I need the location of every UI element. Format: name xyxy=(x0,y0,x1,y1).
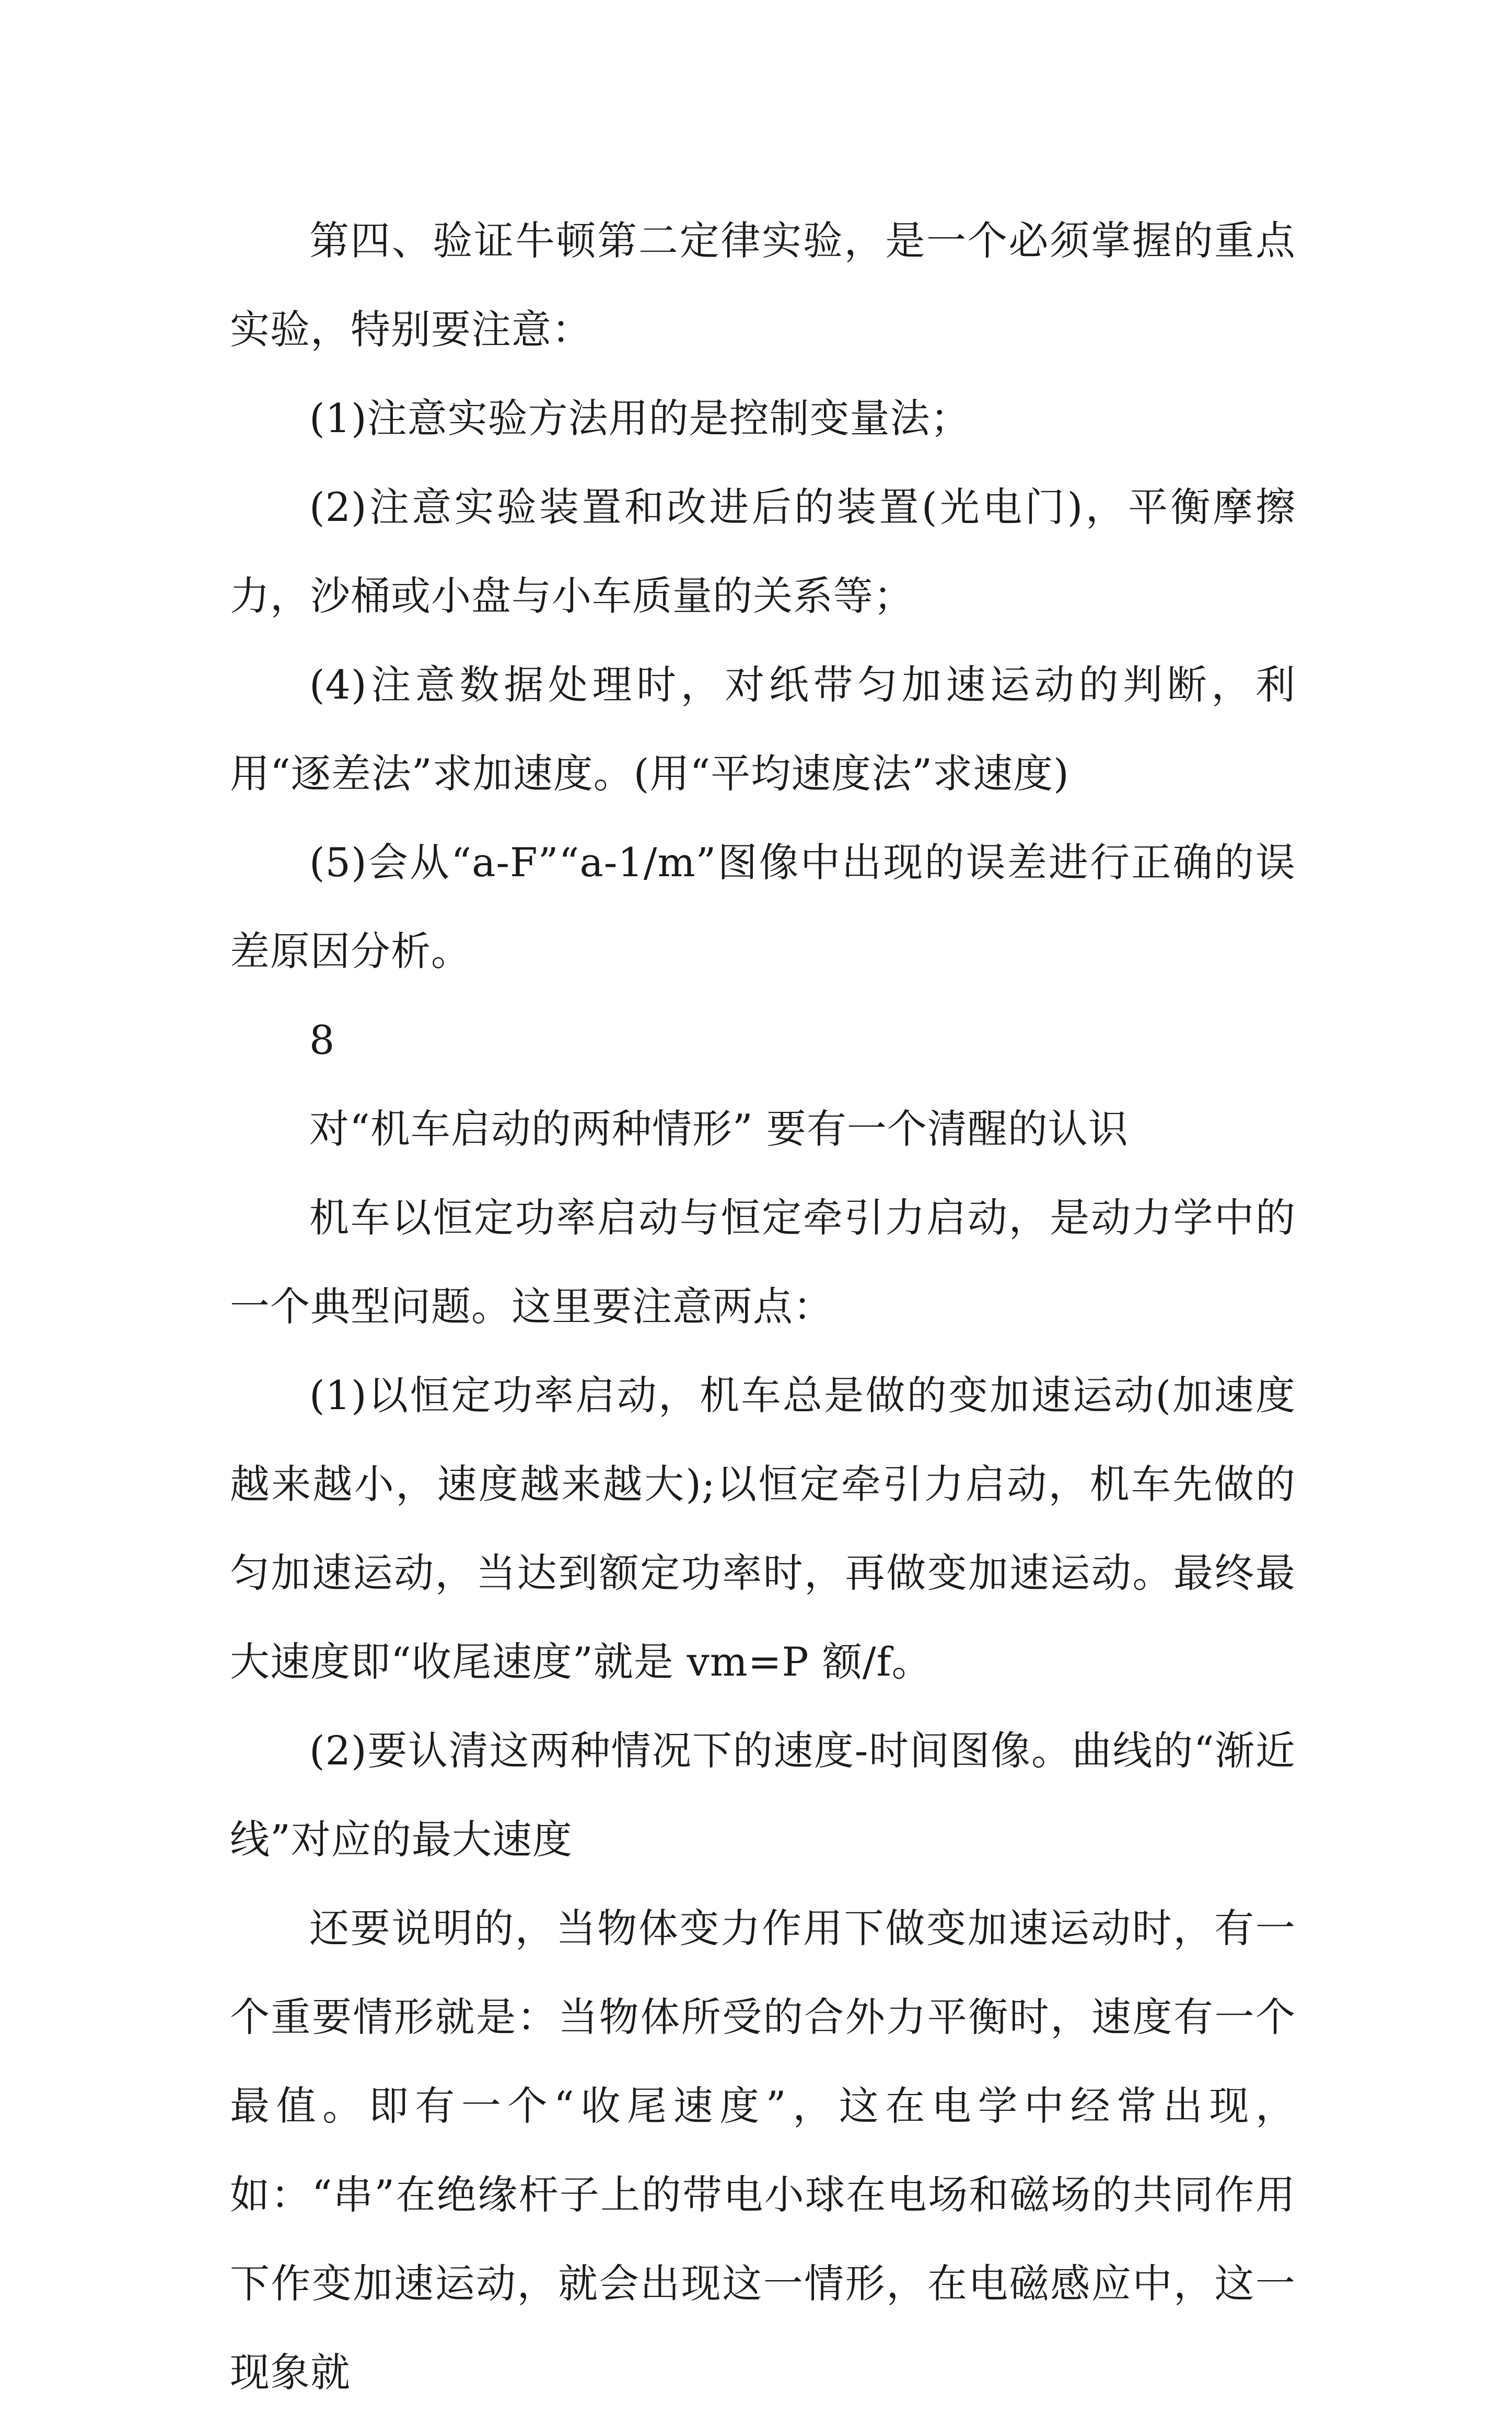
paragraph-terminal-velocity: 还要说明的，当物体变力作用下做变加速运动时，有一个重要情形就是：当物体所受的合外力平衡时，速度有一个最值。即有一个“收尾速度”，这在电学中经常出现，如：“串”在绝缘杆子上的带电小球在电场和磁场的共同作用下作变加速运动，就会出现这一情形，在电磁感应中，这一现象就 xyxy=(230,1905,1296,2396)
paragraph-apparatus: (2)注意实验装置和改进后的装置(光电门)，平衡摩擦力，沙桶或小盘与小车质量的关系等； xyxy=(230,484,1296,619)
section-heading: 对“机车启动的两种情形” 要有一个清醒的认识 xyxy=(309,1106,1129,1152)
paragraph-velocity-time-graph: (2)要认清这两种情况下的速度-时间图像。曲线的“渐近线”对应的最大速度 xyxy=(230,1727,1296,1863)
paragraph-constant-power: (1)以恒定功率启动，机车总是做的变加速运动(加速度越来越小，速度越来越大);以恒定牵引力启动，机车先做的匀加速运动，当达到额定功率时，再做变加速运动。最终最大速度即“收尾速度”就是 vm=P 额/f。 xyxy=(230,1372,1296,1685)
section-number: 8 xyxy=(309,1017,335,1063)
paragraph-newton-second-law-intro: 第四、验证牛顿第二定律实验，是一个必须掌握的重点实验，特别要注意： xyxy=(230,217,1296,353)
body-text xyxy=(230,196,1296,2417)
paragraph-data-processing: (4)注意数据处理时，对纸带匀加速运动的判断，利用“逐差法”求加速度。(用“平均速度法”求速度) xyxy=(230,661,1296,797)
paragraph-error-analysis: (5)会从“a-F”“a-1/m”图像中出现的误差进行正确的误差原因分析。 xyxy=(230,839,1296,974)
paragraph-control-variable: (1)注意实验方法用的是控制变量法； xyxy=(309,395,971,441)
paragraph-locomotive-intro: 机车以恒定功率启动与恒定牵引力启动，是动力学中的一个典型问题。这里要注意两点： xyxy=(230,1194,1296,1330)
